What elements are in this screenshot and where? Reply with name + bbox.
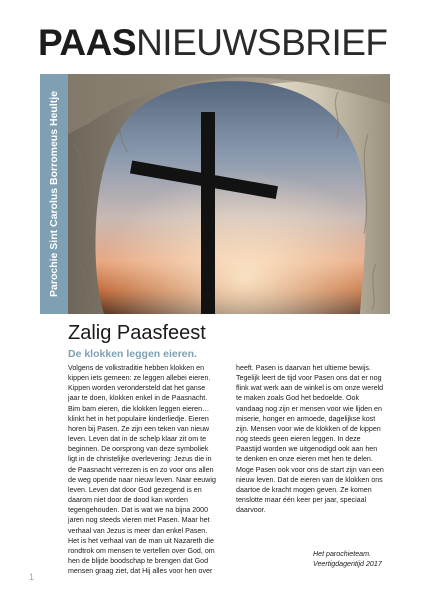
article-line: leven. Leven dat in de schelp klaar zit om te — [68, 435, 207, 444]
article-title: Zalig Paasfeest — [68, 322, 206, 344]
article-line: nog steeds geen eieren leggen. In deze — [236, 435, 361, 444]
article-line: Kippen worden verondersteld dat het ganse — [68, 384, 206, 393]
article-line: horen bij Pasen. Ze zijn een teken van nieuw — [68, 424, 210, 433]
article-line: tegengehouden. Dat is wat we na bijna 2000 — [68, 506, 209, 515]
article-line: rondtrok om mensen te vertellen over God, om — [68, 546, 215, 555]
signature-team: Het parochieteam. — [313, 550, 371, 558]
parish-name: Parochie Sint Carolus Borromeus Heultje — [48, 91, 60, 297]
article-line: nieuw leven. Dat de eieren van de klokken ons — [236, 475, 383, 484]
article-line: Moge Pasen ook voor ons de start zijn van een — [236, 465, 384, 474]
article-line: leven. Leven dat door God gezegend is en — [68, 485, 202, 494]
article-line: heeft. Pasen is daarvan het ultieme bewijs. — [236, 364, 371, 372]
article-line: jaar te doen, klokken enkel in de Paasnacht. — [68, 394, 208, 403]
article-line: Het is het verhaal van de man uit Nazareth die — [68, 536, 214, 545]
article-line: de Paasnacht verrezen is en zo voor ons allen — [68, 465, 214, 474]
article-line: daartoe de kracht mogen geven. Ze komen — [236, 485, 372, 494]
article-column-right — [236, 363, 394, 515]
cross-cave-illustration — [68, 74, 390, 314]
article-line: Bim bam eieren, die klokken leggen eieren… — [68, 404, 210, 413]
article-line: kippen iets gemeen: ze leggen allebei eieren. — [68, 374, 211, 383]
article-line: klinkt het in het populaire kinderliedje. Eieren — [68, 414, 209, 423]
masthead — [38, 20, 388, 66]
article-line: Volgens de volkstraditie hebben klokken en — [68, 364, 205, 372]
signature — [313, 549, 382, 569]
article-line: verhaal van Jezus is meer dan enkel Pasen. — [68, 526, 208, 535]
article-line: daarom niet door de dood kan worden — [68, 496, 188, 505]
cover-photo — [68, 74, 390, 314]
masthead-nieuwsbrief: NIEUWSBRIEF — [136, 22, 388, 63]
article-line: hen de blijde boodschap te brengen dat God — [68, 556, 209, 565]
article-line: beginnen. De oorsprong van deze symboliek — [68, 445, 209, 454]
article-line: flink wat werk aan de winkel is om onze wereld — [236, 384, 384, 393]
parish-sidebar — [40, 74, 68, 314]
article-line: de weg opende naar nieuw leven. Naar eeuwig — [68, 475, 216, 484]
article-line: miserie, honger en armoede, dagelijkse kost — [236, 414, 376, 423]
article-line: mensen graag ziet, dat Hij alles voor hen over — [68, 567, 213, 576]
article-line: vandaag nog zijn er mensen voor wie lijden en — [236, 404, 382, 413]
article-subtitle: De klokken leggen eieren. — [68, 348, 197, 360]
article-line: te maken zoals God het bedoelde. Ook — [236, 394, 360, 403]
article-line: tenslotte maar één keer per jaar, speciaal — [236, 496, 367, 505]
page-number: 1 — [29, 572, 35, 582]
article-line: te denken en onze eieren met hen te delen. — [236, 455, 373, 464]
article-line: ligt in de christelijke overlevering: Jezus die in — [68, 455, 212, 464]
article-line: zijn. Mensen voor wie de klokken of de kippen — [236, 424, 381, 433]
article-line: daarvoor. — [236, 506, 266, 515]
article-line: jaren nog steeds vieren met Pasen. Maar het — [68, 516, 210, 525]
signature-date: Veertigdagentijd 2017 — [313, 560, 382, 568]
article-line: Tegelijk leert de tijd voor Pasen ons dat er nog — [236, 374, 382, 383]
masthead-paas: PAAS — [38, 22, 137, 63]
article-column-left — [68, 363, 226, 576]
article-line: Paastijd worden we uitgenodigd ook aan hen — [236, 445, 378, 454]
